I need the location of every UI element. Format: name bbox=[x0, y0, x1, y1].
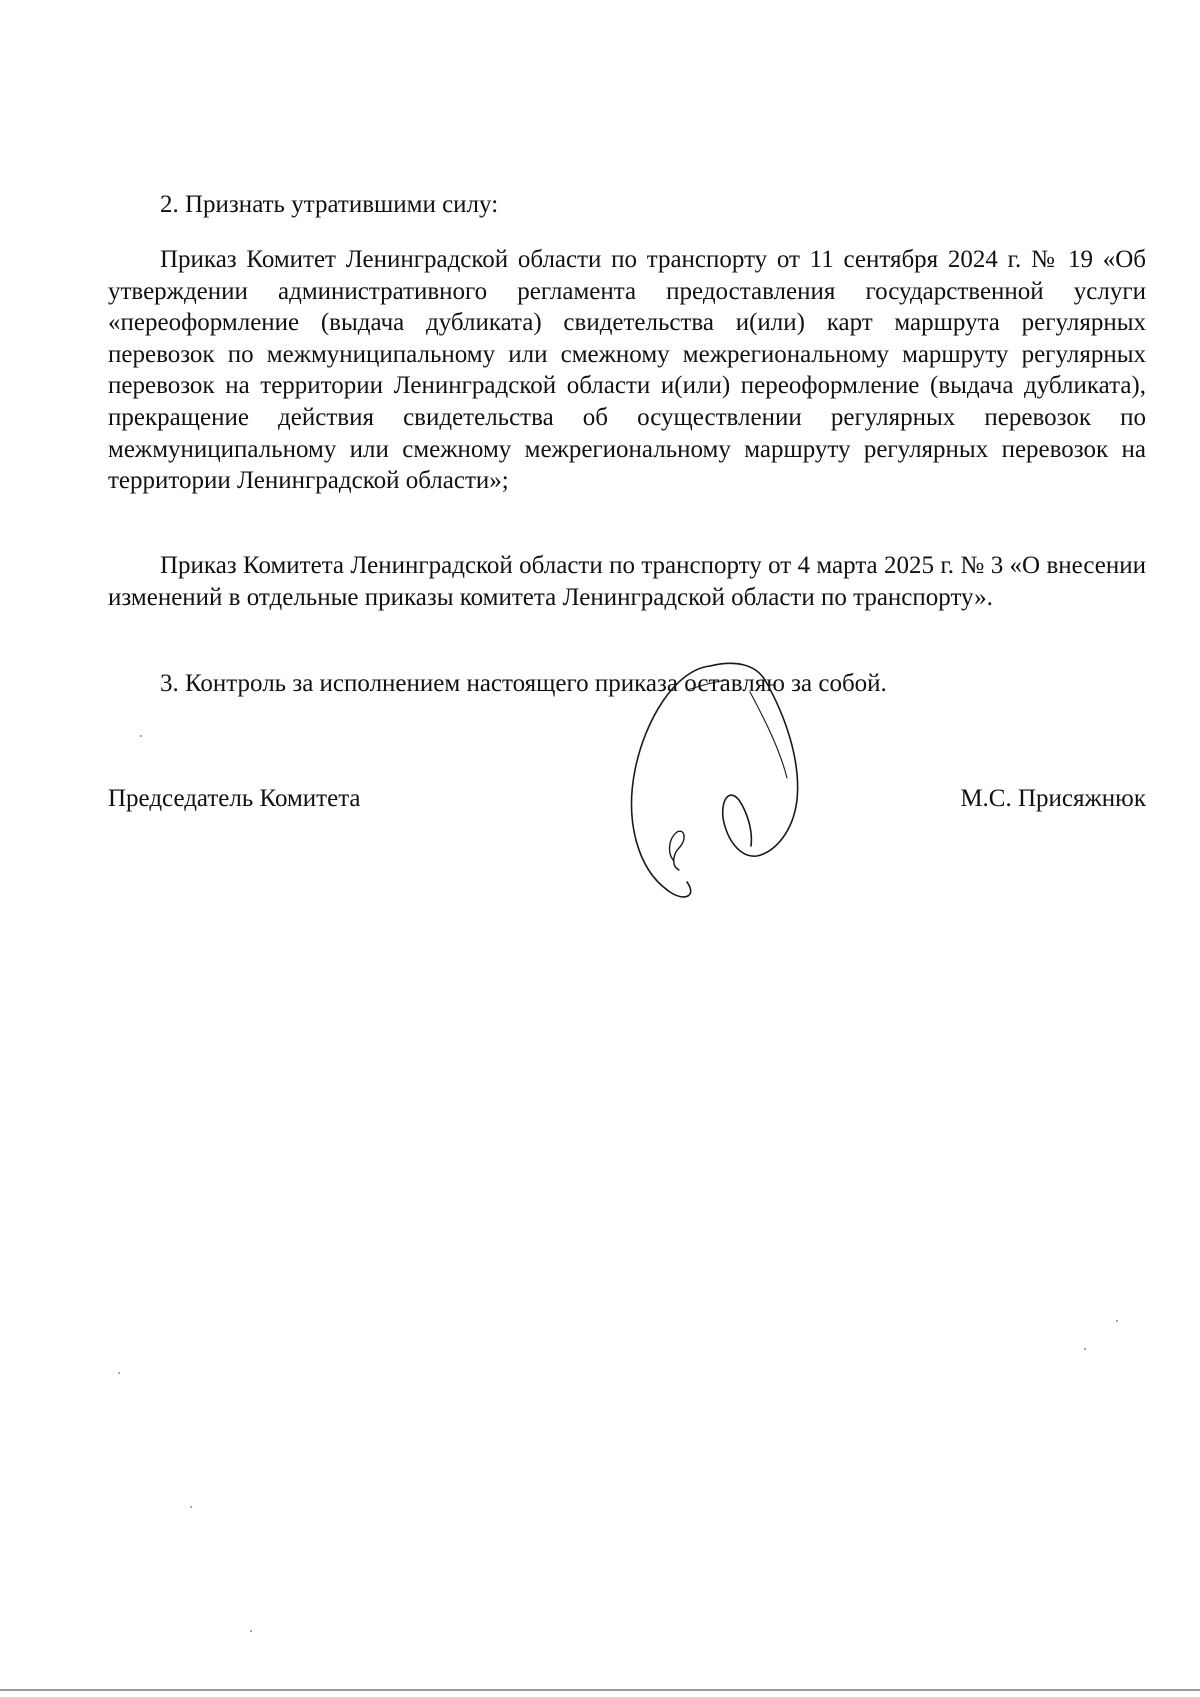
clause-3-control: 3. Контроль за исполнением настоящего приказа оставляю за собой. bbox=[160, 670, 887, 697]
scan-speck bbox=[1116, 1320, 1118, 1322]
repealed-order-1: Приказ Комитет Ленинградской области по транспорту от 11 сентября 2024 г. № 19 «Об утверждении административного регламента предоставления государственной услуги «переоформление (выдача дубликата) свидетельства и(или) карт маршрута регулярных перевозок по межмуниципальному или смежному межрегиональному маршруту регулярных перевозок на территории Ленинградской области и(или) переоформление (выдача дубликата), прекращение действия свидетельства об осуществлении регулярных перевозок по межмуниципальному или смежному межрегиональному маршруту регулярных перевозок на территории Ленинградской области»; bbox=[108, 246, 1146, 495]
repealed-order-2: Приказ Комитета Ленинградской области по транспорту от 4 марта 2025 г. № 3 «О внесении изменений в отдельные приказы комитета Ленинградской области по транспорту». bbox=[108, 552, 1146, 611]
scan-speck bbox=[250, 1630, 252, 1632]
scan-speck bbox=[140, 735, 142, 737]
handwritten-signature bbox=[615, 660, 825, 910]
signatory-position: Председатель Комитета bbox=[108, 785, 361, 812]
scan-speck bbox=[118, 1372, 120, 1374]
clause-2-heading: 2. Признать утратившими силу: bbox=[160, 191, 499, 218]
scan-speck bbox=[1084, 1348, 1086, 1350]
signatory-name: М.С. Присяжнюк bbox=[960, 785, 1146, 812]
scan-edge-line bbox=[0, 1689, 1200, 1691]
scan-speck bbox=[190, 1506, 192, 1508]
